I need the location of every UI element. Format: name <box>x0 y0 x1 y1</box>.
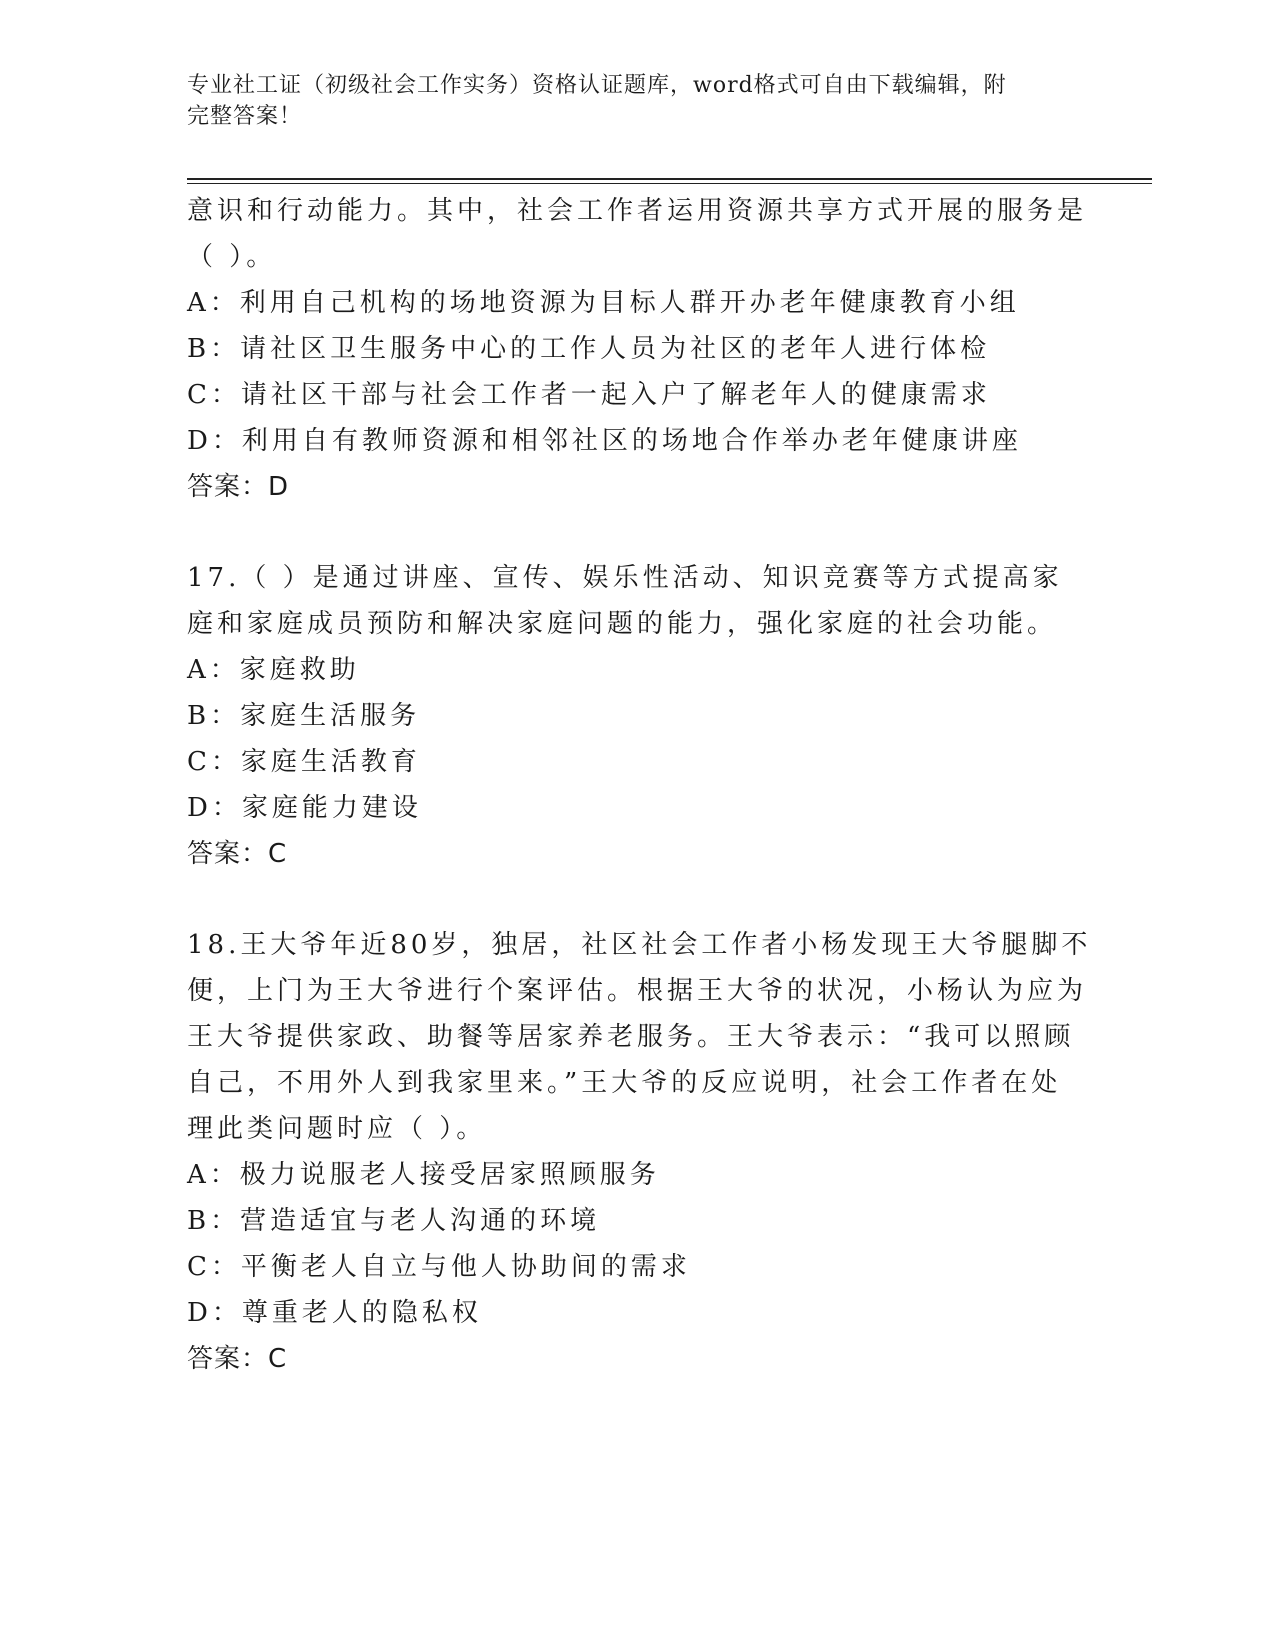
question-17 <box>187 555 1087 877</box>
question-stem-line: 便，上门为王大爷进行个案评估。根据王大爷的状况，小杨认为应为 <box>187 976 1088 1006</box>
option-d: D：尊重老人的隐私权 <box>187 1298 482 1328</box>
question-stem-line: （ ）。 <box>187 242 277 272</box>
answer-line: 答案：D <box>187 472 290 502</box>
question-stem-line: 理此类问题时应（ ）。 <box>187 1114 487 1144</box>
question-stem-line: 17.（ ）是通过讲座、宣传、娱乐性活动、知识竞赛等方式提高家 <box>187 563 1063 593</box>
question-16 <box>187 188 1087 510</box>
option-c: C：家庭生活教育 <box>187 747 421 777</box>
option-c: C：平衡老人自立与他人协助间的需求 <box>187 1252 691 1282</box>
option-a: A：家庭救助 <box>187 655 360 685</box>
question-stem-line: 意识和行动能力。其中，社会工作者运用资源共享方式开展的服务是 <box>187 196 1088 226</box>
header-divider-thin <box>187 183 1152 184</box>
question-stem-line: 王大爷提供家政、助餐等居家养老服务。王大爷表示：“我可以照顾 <box>187 1022 1075 1052</box>
option-b: B：营造适宜与老人沟通的环境 <box>187 1206 601 1236</box>
question-spacer <box>187 510 1087 555</box>
option-d: D：利用自有教师资源和相邻社区的场地合作举办老年健康讲座 <box>187 426 1022 456</box>
question-spacer <box>187 877 1087 922</box>
answer-line: 答案：C <box>187 1344 288 1374</box>
question-list <box>187 188 1092 1382</box>
option-b: B：家庭生活服务 <box>187 701 421 731</box>
header-line-2: 完整答案！ <box>187 104 303 129</box>
option-d: D：家庭能力建设 <box>187 793 422 823</box>
answer-line: 答案：C <box>187 839 288 869</box>
document-header <box>187 70 1087 132</box>
option-b: B：请社区卫生服务中心的工作人员为社区的老年人进行体检 <box>187 334 991 364</box>
question-18 <box>187 922 1092 1382</box>
option-c: C：请社区干部与社会工作者一起入户了解老年人的健康需求 <box>187 380 991 410</box>
option-a: A：利用自己机构的场地资源为目标人群开办老年健康教育小组 <box>187 288 1020 318</box>
question-stem-line: 庭和家庭成员预防和解决家庭问题的能力，强化家庭的社会功能。 <box>187 609 1058 639</box>
question-stem-line: 自己，不用外人到我家里来。”王大爷的反应说明，社会工作者在处 <box>187 1068 1062 1098</box>
header-divider-thick <box>187 178 1152 180</box>
option-a: A：极力说服老人接受居家照顾服务 <box>187 1160 660 1190</box>
question-stem-line: 18.王大爷年近80岁，独居，社区社会工作者小杨发现王大爷腿脚不 <box>187 930 1092 960</box>
header-line-1: 专业社工证（初级社会工作实务）资格认证题库，word格式可自由下载编辑，附 <box>187 73 1007 98</box>
